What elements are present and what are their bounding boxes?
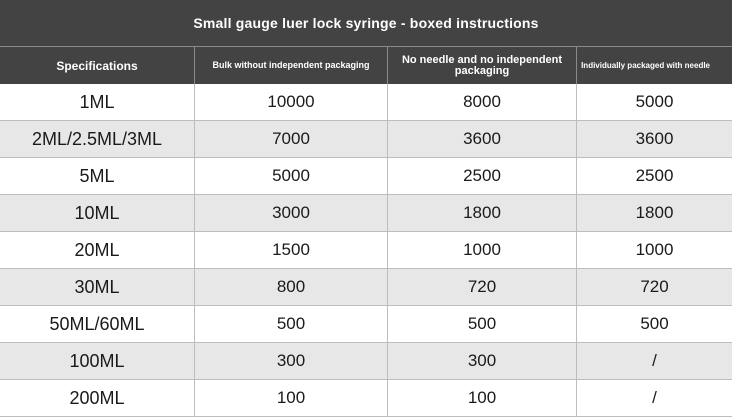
cell-no-needle: 2500 [388,158,577,194]
cell-individual: / [652,351,657,370]
table-row [0,232,732,269]
table-row [0,84,732,121]
header-no-needle: No needle and no independent packaging [388,47,577,84]
table-title: Small gauge luer lock syringe - boxed instructions [0,0,732,46]
cell-spec: 100ML [0,343,195,379]
cell-spec: 50ML/60ML [0,306,195,342]
cell-individual: 5000 [635,92,674,111]
cell-spec: 10ML [0,195,195,231]
cell-bulk: 5000 [195,158,388,194]
table-row [0,269,732,306]
cell-no-needle: 300 [388,343,577,379]
cell-bulk: 500 [195,306,388,342]
cell-spec: 200ML [0,380,195,416]
cell-bulk: 7000 [195,121,388,157]
cell-bulk: 10000 [195,84,388,120]
table-row [0,343,732,380]
cell-individual: 1000 [635,240,674,259]
cell-individual: 3600 [635,129,674,148]
table-row [0,306,732,343]
cell-bulk: 300 [195,343,388,379]
cell-individual: 1800 [635,203,674,222]
table-row [0,158,732,195]
cell-spec: 5ML [0,158,195,194]
cell-no-needle: 1800 [388,195,577,231]
cell-no-needle: 720 [388,269,577,305]
table-row [0,121,732,158]
header-individual: Individually packaged with needle [581,60,710,70]
cell-spec: 1ML [0,84,195,120]
header-bulk: Bulk without independent packaging [195,47,388,84]
cell-spec: 20ML [0,232,195,268]
cell-individual: / [652,388,657,407]
table-row [0,195,732,232]
cell-bulk: 1500 [195,232,388,268]
cell-spec: 2ML/2.5ML/3ML [0,121,195,157]
header-row [0,46,732,84]
cell-bulk: 100 [195,380,388,416]
cell-no-needle: 1000 [388,232,577,268]
table-body [0,84,732,417]
cell-no-needle: 8000 [388,84,577,120]
cell-individual: 720 [640,277,669,296]
cell-no-needle: 100 [388,380,577,416]
cell-no-needle: 3600 [388,121,577,157]
cell-bulk: 3000 [195,195,388,231]
cell-spec: 30ML [0,269,195,305]
table-row [0,380,732,417]
cell-no-needle: 500 [388,306,577,342]
cell-individual: 2500 [635,166,674,185]
cell-bulk: 800 [195,269,388,305]
cell-individual: 500 [640,314,669,333]
header-specifications: Specifications [0,47,195,84]
